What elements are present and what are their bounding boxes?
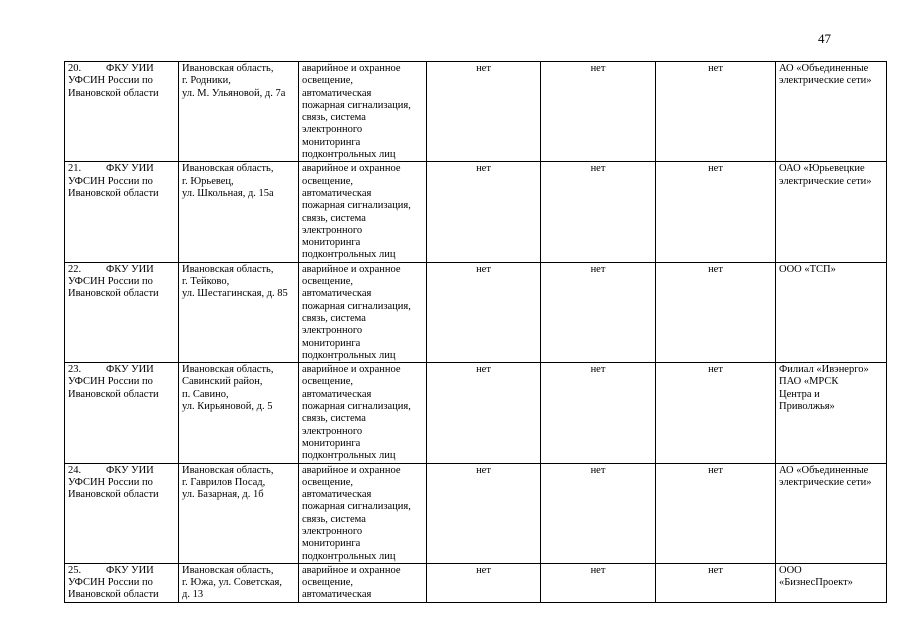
supplier-line: электрические сети»	[779, 476, 872, 488]
address-cell	[179, 563, 299, 602]
systems-line: связь, система	[302, 312, 366, 324]
systems-line: мониторинга	[302, 237, 361, 249]
value-cell: нет	[656, 463, 776, 563]
systems-line: электронного	[302, 124, 363, 136]
systems-line: пожарная сигнализация,	[302, 300, 411, 312]
systems-line: электронного	[302, 525, 363, 537]
systems-line: аварийное и охранное	[302, 163, 401, 175]
systems-line: аварийное и охранное	[302, 564, 401, 576]
systems-line: освещение,	[302, 75, 353, 87]
supplier-cell	[776, 262, 887, 362]
table-row	[65, 363, 887, 463]
systems-line: освещение,	[302, 577, 353, 589]
address-line: ул. Шестагинская, д. 85	[182, 288, 288, 300]
table-row	[65, 162, 887, 262]
supplier-line: АО «Объединенные	[779, 464, 869, 476]
organization-cell	[65, 62, 179, 162]
address-line: г. Юрьевец,	[182, 175, 234, 187]
address-line: ул. Школьная, д. 15а	[182, 187, 274, 199]
value-cell: нет	[427, 162, 541, 262]
organization-cell	[65, 162, 179, 262]
supplier-line: Приволжья»	[779, 401, 835, 413]
systems-line: аварийное и охранное	[302, 63, 401, 74]
address-line: г. Гаврилов Посад,	[182, 476, 266, 488]
systems-line: подконтрольных лиц	[302, 349, 396, 361]
systems-line: освещение,	[302, 376, 353, 388]
organization-cell	[65, 463, 179, 563]
systems-line: аварийное и охранное	[302, 364, 401, 376]
address-line: г. Родники,	[182, 75, 231, 87]
systems-line: автоматическая	[302, 288, 372, 300]
systems-line: электронного	[302, 325, 363, 337]
row-number: 20.	[68, 63, 82, 74]
row-number: 24.	[68, 464, 82, 476]
systems-cell	[299, 262, 427, 362]
row-number: 23.	[68, 364, 82, 376]
systems-line: электронного	[302, 224, 363, 236]
systems-line: связь, система	[302, 513, 366, 525]
systems-cell	[299, 162, 427, 262]
supplier-line: электрические сети»	[779, 175, 872, 187]
supplier-line: Филиал «Ивэнерго»	[779, 364, 869, 376]
address-line: Ивановская область,	[182, 464, 274, 476]
organization-cell	[65, 563, 179, 602]
organization-line: УФСИН России по	[68, 276, 153, 288]
organization-line: УФСИН России по	[68, 75, 153, 87]
value-cell: нет	[427, 563, 541, 602]
systems-line: освещение,	[302, 476, 353, 488]
table-row	[65, 563, 887, 602]
table-row	[65, 62, 887, 162]
systems-line: пожарная сигнализация,	[302, 501, 411, 513]
address-line: Ивановская область,	[182, 63, 274, 74]
systems-line: подконтрольных лиц	[302, 450, 396, 462]
value-cell: нет	[541, 563, 656, 602]
systems-line: пожарная сигнализация,	[302, 99, 411, 111]
systems-cell	[299, 563, 427, 602]
address-line: Ивановская область,	[182, 163, 274, 175]
systems-line: автоматическая	[302, 589, 372, 601]
organization-line: Ивановской области	[68, 288, 159, 300]
organization-line: УФСИН России по	[68, 577, 153, 589]
organization-line: УФСИН России по	[68, 376, 153, 388]
supplier-line: «БизнесПроект»	[779, 577, 853, 589]
systems-cell	[299, 363, 427, 463]
address-line: ул. Кирьяновой, д. 5	[182, 401, 273, 413]
address-line: ул. М. Ульяновой, д. 7а	[182, 87, 286, 99]
address-line: Ивановская область,	[182, 263, 274, 275]
systems-line: подконтрольных лиц	[302, 550, 396, 562]
supplier-line: АО «Объединенные	[779, 63, 869, 74]
systems-cell	[299, 463, 427, 563]
address-line: Савинский район,	[182, 376, 263, 388]
systems-cell	[299, 62, 427, 162]
row-number: 22.	[68, 263, 82, 275]
table-row	[65, 262, 887, 362]
value-cell: нет	[427, 363, 541, 463]
value-cell: нет	[656, 262, 776, 362]
systems-line: электронного	[302, 425, 363, 437]
supplier-line: ООО «ТСП»	[779, 263, 836, 275]
address-line: Ивановская область,	[182, 364, 274, 376]
value-cell: нет	[656, 62, 776, 162]
value-cell: нет	[541, 262, 656, 362]
value-cell: нет	[541, 62, 656, 162]
organization-line: ФКУ УИИ	[106, 163, 154, 175]
systems-line: подконтрольных лиц	[302, 149, 396, 161]
systems-line: освещение,	[302, 276, 353, 288]
address-line: д. 13	[182, 589, 204, 601]
address-cell	[179, 162, 299, 262]
value-cell: нет	[427, 463, 541, 563]
organization-line: ФКУ УИИ	[106, 263, 154, 275]
organization-line: УФСИН России по	[68, 476, 153, 488]
organization-line: УФСИН России по	[68, 175, 153, 187]
systems-line: мониторинга	[302, 538, 361, 550]
supplier-cell	[776, 463, 887, 563]
systems-line: подконтрольных лиц	[302, 249, 396, 261]
address-cell	[179, 463, 299, 563]
organization-line: Ивановской области	[68, 187, 159, 199]
value-cell: нет	[427, 262, 541, 362]
value-cell: нет	[656, 563, 776, 602]
organization-line: Ивановской области	[68, 388, 159, 400]
row-number: 21.	[68, 163, 82, 175]
organization-line: ФКУ УИИ	[106, 464, 154, 476]
organization-line: Ивановской области	[68, 489, 159, 501]
supplier-cell	[776, 62, 887, 162]
systems-line: освещение,	[302, 175, 353, 187]
systems-line: мониторинга	[302, 337, 361, 349]
systems-line: автоматическая	[302, 187, 372, 199]
address-cell	[179, 363, 299, 463]
page-number: 47	[818, 31, 831, 46]
supplier-cell	[776, 563, 887, 602]
organization-line: ФКУ УИИ	[106, 564, 154, 576]
supplier-cell	[776, 363, 887, 463]
systems-line: автоматическая	[302, 87, 372, 99]
value-cell: нет	[541, 363, 656, 463]
address-line: г. Тейково,	[182, 276, 230, 288]
value-cell: нет	[427, 62, 541, 162]
systems-line: пожарная сигнализация,	[302, 401, 411, 413]
supplier-line: Центра и	[779, 388, 820, 400]
organization-line: ФКУ УИИ	[106, 364, 154, 376]
systems-line: автоматическая	[302, 489, 372, 501]
organization-cell	[65, 262, 179, 362]
supplier-line: ОАО «Юрьевецкие	[779, 163, 865, 175]
address-line: Ивановская область,	[182, 564, 274, 576]
row-number: 25.	[68, 564, 82, 576]
address-cell	[179, 262, 299, 362]
systems-line: аварийное и охранное	[302, 263, 401, 275]
supplier-cell	[776, 162, 887, 262]
systems-line: пожарная сигнализация,	[302, 200, 411, 212]
table-row	[65, 463, 887, 563]
supplier-line: электрические сети»	[779, 75, 872, 87]
facilities-table	[64, 61, 887, 603]
address-cell	[179, 62, 299, 162]
systems-line: связь, система	[302, 212, 366, 224]
address-line: ул. Базарная, д. 1б	[182, 489, 264, 501]
address-line: п. Савино,	[182, 388, 229, 400]
supplier-line: ООО	[779, 564, 802, 576]
organization-line: Ивановской области	[68, 87, 159, 99]
value-cell: нет	[541, 162, 656, 262]
organization-cell	[65, 363, 179, 463]
value-cell: нет	[656, 363, 776, 463]
supplier-line: ПАО «МРСК	[779, 376, 839, 388]
systems-line: аварийное и охранное	[302, 464, 401, 476]
systems-line: связь, система	[302, 112, 366, 124]
organization-line: Ивановской области	[68, 589, 159, 601]
value-cell: нет	[656, 162, 776, 262]
value-cell: нет	[541, 463, 656, 563]
organization-line: ФКУ УИИ	[106, 63, 154, 74]
systems-line: мониторинга	[302, 136, 361, 148]
systems-line: связь, система	[302, 413, 366, 425]
systems-line: автоматическая	[302, 388, 372, 400]
address-line: г. Южа, ул. Советская,	[182, 577, 282, 589]
systems-line: мониторинга	[302, 437, 361, 449]
